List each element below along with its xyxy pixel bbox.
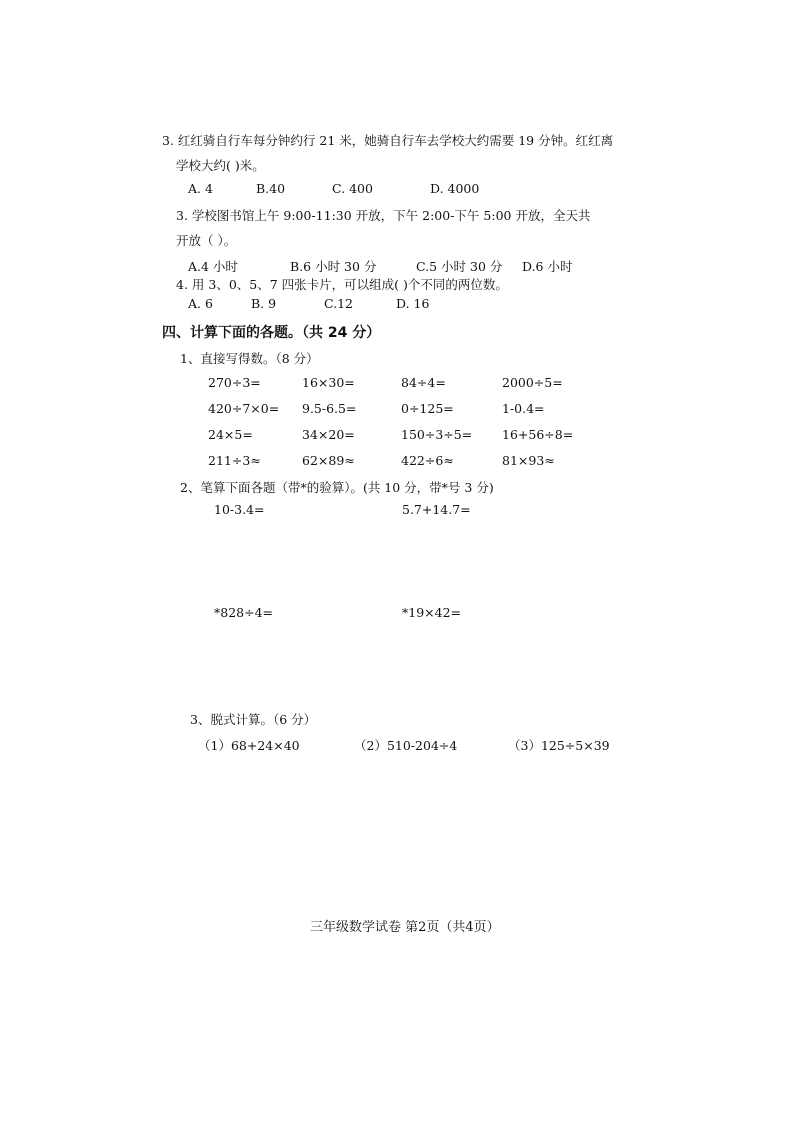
calc-r2-c2: 9.5-6.5=: [302, 401, 357, 416]
q4-option-b: B. 9: [251, 296, 277, 311]
calc-r3-c1: 24×5=: [208, 427, 253, 442]
calc-r3-c4: 16+56÷8=: [502, 427, 574, 442]
page-footer: 三年级数学试卷 第2页（共4页）: [310, 920, 500, 935]
q3b-option-b: B.6 小时 30 分: [290, 259, 377, 274]
calc-r2-c4: 1-0.4=: [502, 401, 545, 416]
question-3-library-line2: 开放（ ）。: [176, 233, 237, 248]
calc-r3-c3: 150÷3÷5=: [401, 427, 473, 442]
q4-option-d: D. 16: [396, 296, 430, 311]
part-2-title: 2、笔算下面各题（带*的验算）。(共 10 分，带*号 3 分): [180, 480, 494, 495]
q3-option-d: D. 4000: [430, 181, 480, 196]
question-3-distance-line1: 3. 红红骑自行车每分钟约行 21 米，她骑自行车去学校大约需要 19 分钟。红红离: [162, 133, 614, 148]
q3-option-b: B.40: [256, 181, 286, 196]
q3-option-c: C. 400: [332, 181, 373, 196]
q3-option-a: A. 4: [188, 181, 213, 196]
section-4-title: 四、计算下面的各题。（共 24 分）: [162, 325, 381, 341]
calc-r1-c4: 2000÷5=: [502, 375, 563, 390]
q4-option-a: A. 6: [188, 296, 213, 311]
calc-r1-c1: 270÷3=: [208, 375, 261, 390]
written-calc-2: 5.7+14.7=: [402, 502, 471, 517]
q4-option-c: C.12: [324, 296, 353, 311]
q3b-option-c: C.5 小时 30 分: [416, 259, 503, 274]
written-calc-4: *19×42=: [402, 605, 462, 620]
q3b-option-a: A.4 小时: [188, 259, 238, 274]
calc-r4-c3: 422÷6≈: [401, 453, 454, 468]
question-3-distance-line2: 学校大约( )米。: [176, 158, 265, 173]
q3b-option-d: D.6 小时: [522, 259, 573, 274]
stepwise-calc-3: （3）125÷5×39: [508, 738, 610, 753]
calc-r4-c1: 211÷3≈: [208, 453, 261, 468]
calc-r4-c2: 62×89≈: [302, 453, 355, 468]
question-3-library-line1: 3. 学校图书馆上午 9:00-11:30 开放，下午 2:00-下午 5:00 开放，全天共: [176, 208, 591, 223]
calc-r4-c4: 81×93≈: [502, 453, 555, 468]
calc-r1-c3: 84÷4=: [401, 375, 446, 390]
part-1-title: 1、直接写得数。（8 分）: [180, 351, 319, 366]
stepwise-calc-2: （2）510-204÷4: [354, 738, 458, 753]
calc-r2-c3: 0÷125=: [401, 401, 454, 416]
question-4-line1: 4. 用 3、0、5、7 四张卡片，可以组成( )个不同的两位数。: [176, 277, 508, 292]
calc-r1-c2: 16×30=: [302, 375, 355, 390]
written-calc-3: *828÷4=: [214, 605, 274, 620]
part-3-title: 3、脱式计算。（6 分）: [190, 712, 317, 727]
calc-r2-c1: 420÷7×0=: [208, 401, 280, 416]
written-calc-1: 10-3.4=: [214, 502, 265, 517]
calc-r3-c2: 34×20=: [302, 427, 355, 442]
stepwise-calc-1: （1）68+24×40: [198, 738, 300, 753]
